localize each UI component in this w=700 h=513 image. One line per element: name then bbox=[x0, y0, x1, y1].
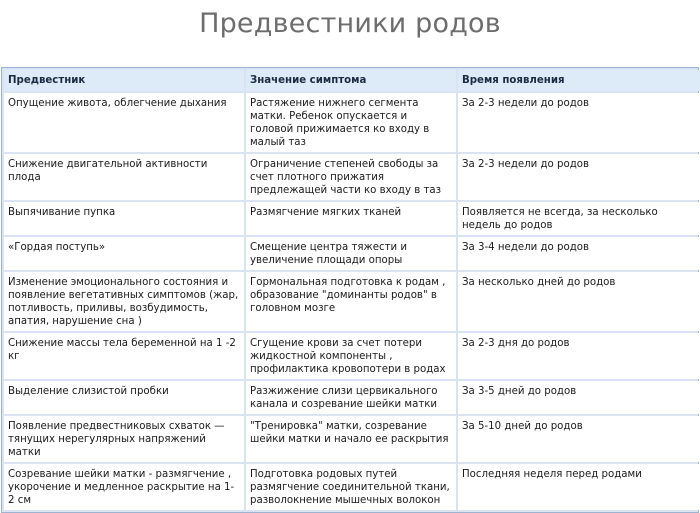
cell-meaning: Разжижение слизи цервикального канала и созревание шейки матки bbox=[246, 381, 456, 414]
table-row bbox=[4, 416, 700, 462]
table-row bbox=[4, 237, 700, 270]
cell-time: Последняя неделя перед родами bbox=[458, 464, 700, 510]
cell-meaning: Растяжение нижнего сегмента матки. Ребенок опускается и головой прижимается ко входу в малый таз bbox=[246, 93, 456, 152]
cell-sign: «Гордая поступь» bbox=[4, 237, 244, 270]
cell-time: За несколько дней до родов bbox=[458, 272, 700, 331]
cell-time: За 2-3 недели до родов bbox=[458, 154, 700, 200]
cell-time: За 2-3 недели до родов bbox=[458, 93, 700, 152]
table-row bbox=[4, 333, 700, 379]
table-row bbox=[4, 272, 700, 331]
table-row bbox=[4, 93, 700, 152]
cell-sign: Изменение эмоционального состояния и появление вегетативных симптомов (жар, потливость, приливы, возбудимость, апатия, нарушение сна ) bbox=[4, 272, 244, 331]
header-sign: Предвестник bbox=[4, 70, 244, 91]
table-row bbox=[4, 381, 700, 414]
cell-time: За 5-10 дней до родов bbox=[458, 416, 700, 462]
signs-table bbox=[2, 68, 700, 512]
cell-time: Появляется не всегда, за несколько недель до родов bbox=[458, 202, 700, 235]
cell-meaning: Сгущение крови за счет потери жидкостной компоненты , профилактика кровопотери в родах bbox=[246, 333, 456, 379]
cell-meaning: Ограничение степеней свободы за счет плотного прижатия предлежащей части ко входу в таз bbox=[246, 154, 456, 200]
cell-sign: Опущение живота, облегчение дыхания bbox=[4, 93, 244, 152]
cell-time: За 2-3 дня до родов bbox=[458, 333, 700, 379]
cell-sign: Снижение массы тела беременной на 1 -2 кг bbox=[4, 333, 244, 379]
header-meaning: Значение симптома bbox=[246, 70, 456, 91]
signs-table-container bbox=[1, 67, 699, 513]
cell-time: За 3-4 недели до родов bbox=[458, 237, 700, 270]
table-row bbox=[4, 154, 700, 200]
cell-meaning: Гормональная подготовка к родам , образование "доминанты родов" в головном мозге bbox=[246, 272, 456, 331]
header-time: Время появления bbox=[458, 70, 700, 91]
cell-sign: Появление предвестниковых схваток — тянущих нерегулярных напряжений матки bbox=[4, 416, 244, 462]
cell-sign: Созревание шейки матки - размягчение , укорочение и медленное раскрытие на 1-2 см bbox=[4, 464, 244, 510]
table-header-row bbox=[4, 70, 700, 91]
cell-time: За 3-5 дней до родов bbox=[458, 381, 700, 414]
table-row bbox=[4, 464, 700, 510]
cell-sign: Выпячивание пупка bbox=[4, 202, 244, 235]
table-row bbox=[4, 202, 700, 235]
cell-sign: Снижение двигательной активности плода bbox=[4, 154, 244, 200]
cell-meaning: "Тренировка" матки, созревание шейки матки и начало ее раскрытия bbox=[246, 416, 456, 462]
cell-meaning: Подготовка родовых путей размягчение соединительной ткани, разволокнение мышечных волокон bbox=[246, 464, 456, 510]
cell-meaning: Смещение центра тяжести и увеличение площади опоры bbox=[246, 237, 456, 270]
page-title: Предвестники родов bbox=[199, 8, 501, 39]
cell-sign: Выделение слизистой пробки bbox=[4, 381, 244, 414]
cell-meaning: Размягчение мягких тканей bbox=[246, 202, 456, 235]
